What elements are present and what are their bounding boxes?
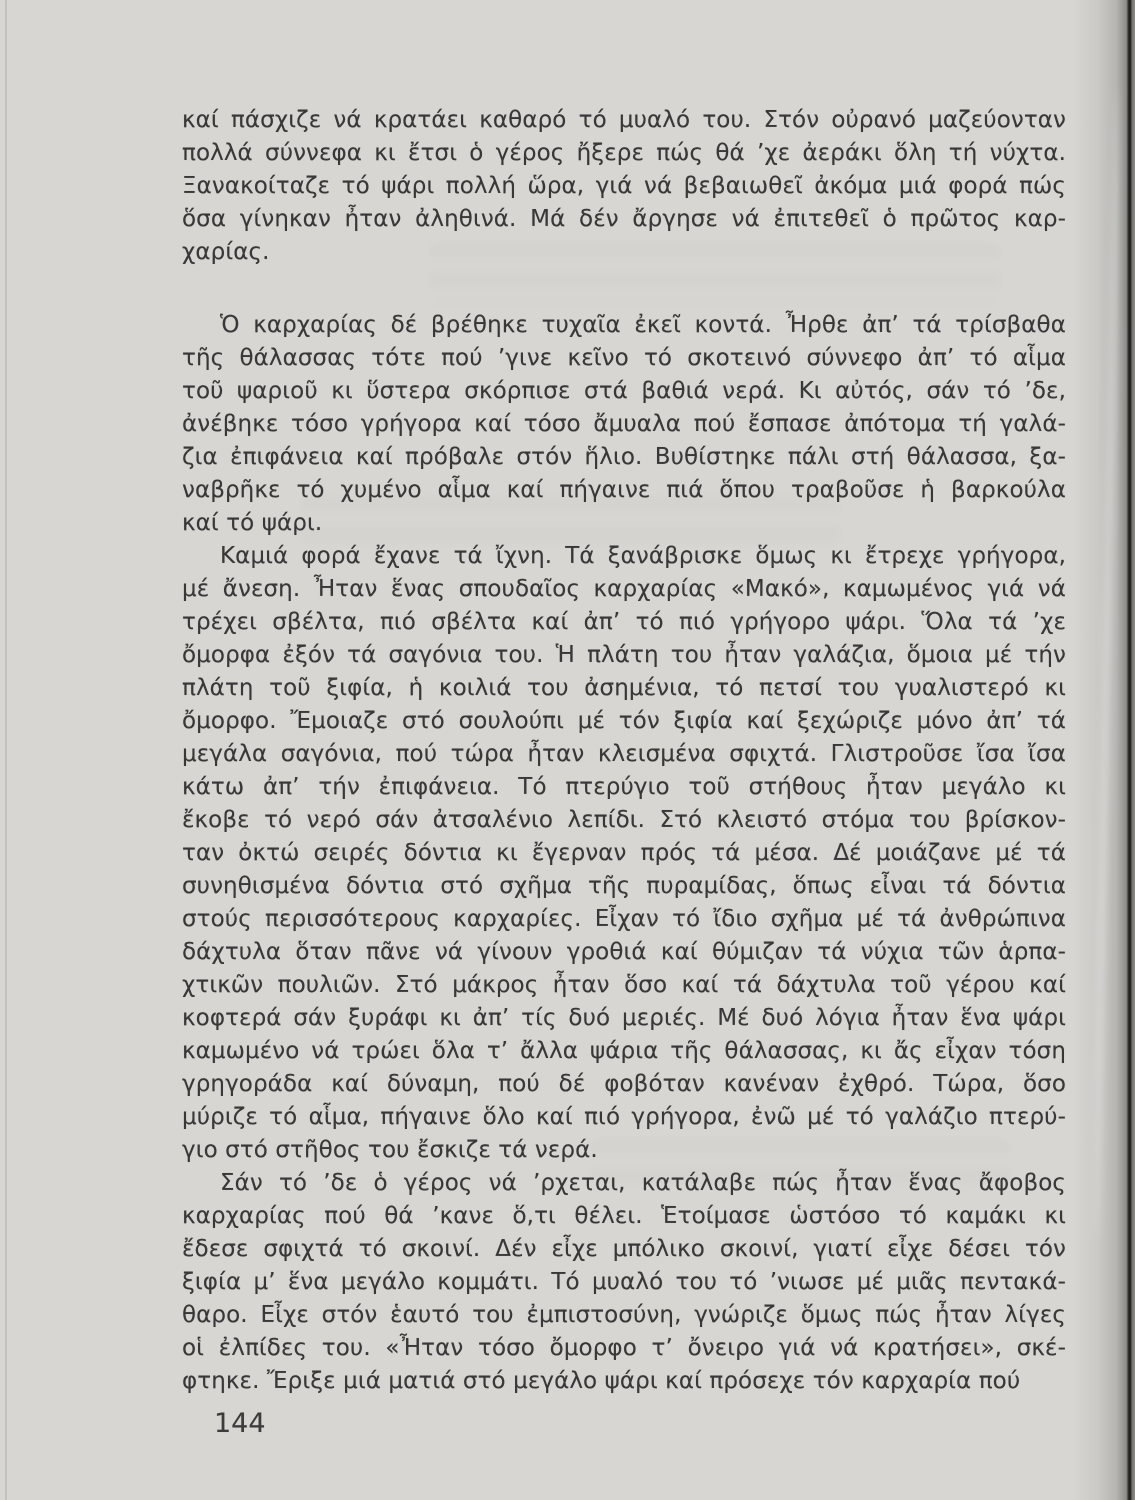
text-line: κοφτερά σάν ξυράφι κι ἀπ’ τίς δυό μεριές. Μέ δυό λόγια ἦταν ἕνα ψάρι — [182, 1005, 1066, 1031]
text-line: μέ ἄνεση. Ἦταν ἕνας σπουδαῖος καρχαρίας «Μακό», καμωμένος γιά νά — [182, 576, 1066, 602]
text-line: Ξανακοίταζε τό ψάρι πολλή ὥρα, γιά νά βεβαιωθεῖ ἀκόμα μιά φορά πώς — [182, 173, 1066, 199]
text-line: ταν ὀκτώ σειρές δόντια κι ἔγερναν πρός τά μέσα. Δέ μοιάζανε μέ τά — [182, 840, 1066, 866]
text-line: δάχτυλα ὅταν πᾶνε νά γίνουν γροθιά καί θύμιζαν τά νύχια τῶν ἁρπα- — [182, 939, 1066, 965]
text-line: Καμιά φορά ἔχανε τά ἴχνη. Τά ξανάβρισκε ὅμως κι ἔτρεχε γρήγορα, — [220, 543, 1066, 569]
text-line: καμωμένο νά τρώει ὅλα τ’ ἄλλα ψάρια τῆς θάλασσας, κι ἄς εἶχαν τόση — [182, 1038, 1066, 1064]
text-line: φτηκε. Ἔριξε μιά ματιά στό μεγάλο ψάρι καί πρόσεχε τόν καρχαρία πού — [182, 1368, 1021, 1394]
text-line: στούς περισσότερους καρχαρίες. Εἶχαν τό ἴδιο σχῆμα μέ τά ἀνθρώπινα — [182, 906, 1066, 932]
scan-artifact-left-line — [5, 0, 7, 1500]
page-edge-highlight — [1095, 90, 1119, 1240]
text-line: ξιφία μ’ ἕνα μεγάλο κομμάτι. Τό μυαλό του τό ’νιωσε μέ μιᾶς πεντακά- — [182, 1269, 1066, 1295]
text-line: πλάτη τοῦ ξιφία, ἡ κοιλιά του ἀσημένια, τό πετσί του γυαλιστερό κι — [182, 675, 1066, 701]
text-line: μύριζε τό αἷμα, πήγαινε ὅλο καί πιό γρήγορα, ἐνῶ μέ τό γαλάζιο πτερύ- — [182, 1104, 1066, 1130]
text-line: κάτω ἀπ’ τήν ἐπιφάνεια. Τό πτερύγιο τοῦ στήθους ἦταν μεγάλο κι — [182, 774, 1066, 800]
text-line: τῆς θάλασσας τότε πού ’γινε κεῖνο τό σκοτεινό σύννεφο ἀπ’ τό αἷμα — [182, 345, 1066, 371]
text-line: μεγάλα σαγόνια, πού τώρα ἦταν κλεισμένα σφιχτά. Γλιστροῦσε ἴσα ἴσα — [182, 741, 1066, 767]
text-line: ὅσα γίνηκαν ἦταν ἀληθινά. Μά δέν ἄργησε νά ἐπιτεθεῖ ὁ πρῶτος καρ- — [182, 206, 1066, 232]
text-line: θαρο. Εἶχε στόν ἑαυτό του ἐμπιστοσύνη, γνώριζε ὅμως πώς ἦταν λίγες — [182, 1302, 1066, 1328]
text-block — [182, 104, 1066, 1398]
text-line: καί τό ψάρι. — [182, 510, 323, 536]
text-line: καρχαρίας πού θά ’κανε ὅ,τι θέλει. Ἑτοίμασε ὡστόσο τό καμάκι κι — [182, 1203, 1066, 1229]
text-line: ζια ἐπιφάνεια καί πρόβαλε στόν ἥλιο. Βυθίστηκε πάλι στή θάλασσα, ξα- — [182, 444, 1066, 470]
text-line: ναβρῆκε τό χυμένο αἷμα καί πήγαινε πιά ὅπου τραβοῦσε ἡ βαρκούλα — [182, 477, 1066, 503]
text-line: χαρίας. — [182, 239, 270, 265]
text-line: ἔκοβε τό νερό σάν ἀτσαλένιο λεπίδι. Στό κλειστό στόμα του βρίσκον- — [182, 807, 1066, 833]
text-line: ὄμορφα ἐξόν τά σαγόνια του. Ἡ πλάτη του ἦταν γαλάζια, ὅμοια μέ τήν — [182, 642, 1066, 668]
text-line: γιο στό στῆθος του ἔσκιζε τά νερά. — [182, 1137, 598, 1163]
paragraph — [182, 104, 1066, 269]
text-line: πολλά σύννεφα κι ἔτσι ὁ γέρος ἤξερε πώς θά ’χε ἀεράκι ὅλη τή νύχτα. — [182, 140, 1066, 166]
paragraph — [182, 309, 1066, 540]
text-line: Σάν τό ’δε ὁ γέρος νά ’ρχεται, κατάλαβε πώς ἦταν ἕνας ἄφοβος — [220, 1170, 1066, 1196]
text-line: συνηθισμένα δόντια στό σχῆμα τῆς πυραμίδας, ὅπως εἶναι τά δόντια — [182, 873, 1066, 899]
text-line: γρηγοράδα καί δύναμη, πού δέ φοβόταν κανέναν ἐχθρό. Τώρα, ὅσο — [182, 1071, 1066, 1097]
page-number: 144 — [214, 1408, 266, 1439]
paragraph — [182, 1167, 1066, 1398]
text-line: καί πάσχιζε νά κρατάει καθαρό τό μυαλό του. Στόν οὐρανό μαζεύονταν — [182, 107, 1066, 133]
text-line: τρέχει σβέλτα, πιό σβέλτα καί ἀπ’ τό πιό γρήγορο ψάρι. Ὅλα τά ’χε — [182, 609, 1066, 635]
paragraph — [182, 540, 1066, 1167]
text-line: τοῦ ψαριοῦ κι ὕστερα σκόρπισε στά βαθιά νερά. Κι αὐτός, σάν τό ’δε, — [182, 378, 1066, 404]
text-line: ἀνέβηκε τόσο γρήγορα καί τόσο ἄμυαλα πού ἔσπασε ἀπότομα τή γαλά- — [182, 411, 1066, 437]
text-line: Ὁ καρχαρίας δέ βρέθηκε τυχαῖα ἐκεῖ κοντά. Ἦρθε ἀπ’ τά τρίσβαθα — [220, 312, 1066, 338]
text-line: ὄμορφο. Ἔμοιαζε στό σουλούπι μέ τόν ξιφία καί ξεχώριζε μόνο ἀπ’ τά — [182, 708, 1066, 734]
text-line: ἔδεσε σφιχτά τό σκοινί. Δέν εἶχε μπόλικο σκοινί, γιατί εἶχε δέσει τόν — [182, 1236, 1066, 1262]
page-edge-shadow — [1073, 0, 1135, 1500]
text-line: οἱ ἐλπίδες του. «Ἦταν τόσο ὄμορφο τ’ ὄνειρο γιά νά κρατήσει», σκέ- — [182, 1335, 1066, 1361]
text-line: χτικῶν πουλιῶν. Στό μάκρος ἦταν ὅσο καί τά δάχτυλα τοῦ γέρου καί — [182, 972, 1066, 998]
